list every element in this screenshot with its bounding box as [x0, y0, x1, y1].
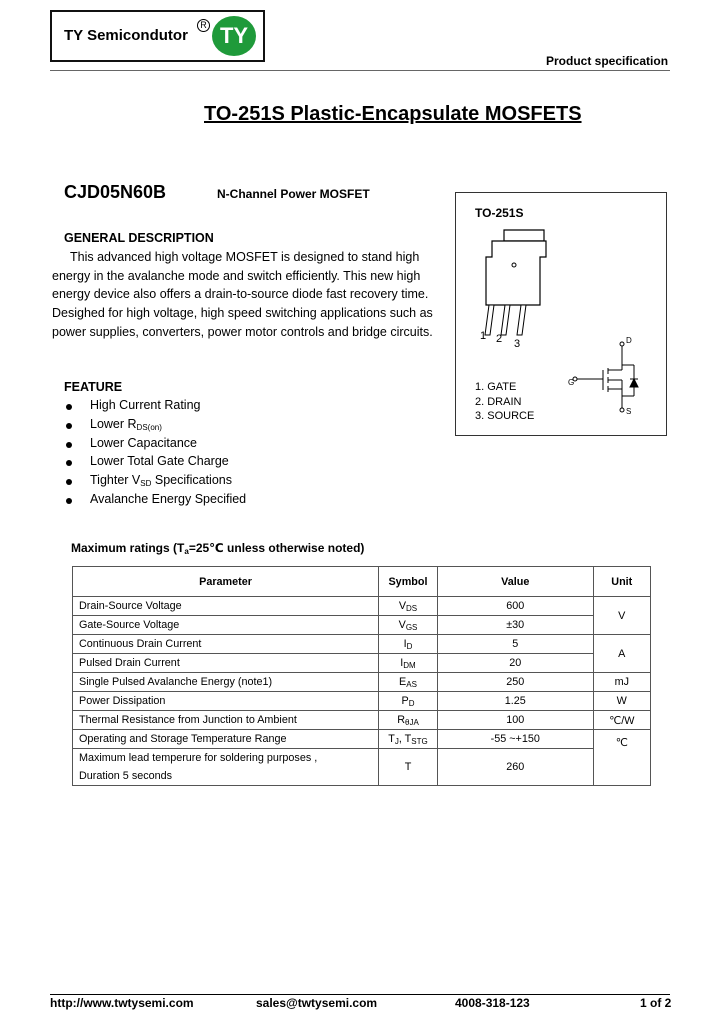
param-line-2: Duration 5 seconds: [79, 770, 173, 782]
unit-cell: A: [593, 635, 650, 673]
ratings-table: [72, 566, 651, 786]
header-parameter: Parameter: [73, 567, 379, 597]
package-title: TO-251S: [475, 206, 524, 220]
table-row: [73, 730, 651, 749]
feature-text: Tighter V: [90, 473, 141, 488]
table-row: [73, 635, 651, 654]
general-description-text: This advanced high voltage MOSFET is designed to stand high energy in the avalanche mode and switch efficiently. This new high energy device also offers a drain-to-source diode fast recovery time. Desighed for high voltage, high speed switching applications such as power supplies, converters, power motor controls and bridge circuits.: [52, 250, 433, 339]
symbol-cell: $R_{\theta JA}$: [379, 711, 438, 730]
header-value: Value: [437, 567, 593, 597]
bullet-icon: [66, 442, 72, 448]
value-cell: 600: [437, 597, 593, 616]
symbol-cell: $I_D$: [379, 635, 438, 654]
package-tab: [504, 230, 544, 241]
general-description-heading: GENERAL DESCRIPTION: [64, 231, 214, 245]
unit-cell: ℃/W: [593, 711, 650, 730]
footer-email[interactable]: sales@twtysemi.com: [256, 996, 378, 1010]
ratings-title-pre: Maximum ratings (T: [71, 541, 185, 555]
table-header-row: [73, 567, 651, 597]
table-row: [73, 654, 651, 673]
bullet-icon: [66, 498, 72, 504]
param-cell: Power Dissipation: [73, 692, 379, 711]
header-unit: Unit: [593, 567, 650, 597]
ratings-title-post: =25℃ unless otherwise noted): [188, 541, 365, 555]
symbol-cell: $P_D$: [379, 692, 438, 711]
footer-phone: 4008-318-123: [455, 996, 530, 1010]
symbol-cell: T: [379, 749, 438, 786]
lead-3: [517, 305, 526, 335]
param-line-1: Maximum lead temperure for soldering purposes ,: [79, 752, 318, 764]
pin-legend-drain: 2. DRAIN: [475, 395, 522, 408]
table-row: [73, 749, 651, 786]
feature-heading: FEATURE: [64, 380, 123, 394]
value-cell: ±30: [437, 616, 593, 635]
value-cell: -55 ~+150: [437, 730, 593, 749]
feature-text: Lower Total Gate Charge: [90, 454, 229, 469]
bullet-icon: [66, 479, 72, 485]
header-symbol: Symbol: [379, 567, 438, 597]
param-cell: Gate-Source Voltage: [73, 616, 379, 635]
unit-cell: V: [593, 597, 650, 635]
unit-cell: W: [593, 692, 650, 711]
symbol-cell: $V_{DS}$: [379, 597, 438, 616]
feature-subscript: SD: [140, 479, 152, 489]
param-cell: Operating and Storage Temperature Range: [73, 730, 379, 749]
lead-2: [501, 305, 510, 335]
symbol-cell: $I_{DM}$: [379, 654, 438, 673]
unit-cell: mJ: [593, 673, 650, 692]
footer-divider: [50, 994, 670, 995]
value-cell: 5: [437, 635, 593, 654]
table-row: [73, 616, 651, 635]
value-cell: 250: [437, 673, 593, 692]
unit-cell: ℃: [593, 730, 650, 786]
pin-number-2: 2: [496, 333, 503, 345]
param-cell: Drain-Source Voltage: [73, 597, 379, 616]
symbol-cell: $V_{GS}$: [379, 616, 438, 635]
footer-url[interactable]: http://www.twtysemi.com: [50, 996, 194, 1010]
pin-legend-source: 3. SOURCE: [475, 410, 535, 422]
feature-text: Avalanche Energy Specified: [90, 491, 247, 506]
pin-number-1: 1: [480, 330, 487, 342]
ratings-title: [71, 541, 364, 556]
pin-legend-gate: 1. GATE: [475, 381, 517, 393]
feature-text: Lower Capacitance: [90, 435, 198, 450]
ty-logo-mark: TY: [212, 16, 256, 56]
table-row: [73, 692, 651, 711]
source-label: S: [626, 407, 632, 416]
pin-number-3: 3: [514, 338, 521, 350]
company-logo: [50, 10, 265, 62]
registered-mark: R: [197, 19, 210, 32]
part-type: N-Channel Power MOSFET: [217, 187, 370, 201]
bullet-icon: [66, 460, 72, 466]
param-cell: Thermal Resistance from Junction to Ambient: [73, 711, 379, 730]
feature-text-after: Specifications: [151, 473, 232, 488]
drain-label: D: [626, 336, 632, 345]
package-body: [486, 241, 546, 305]
param-cell: Continuous Drain Current: [73, 635, 379, 654]
symbol-cell: $T_J$, $T_{STG}$: [379, 730, 438, 749]
mosfet-symbol-icon: [573, 342, 638, 412]
value-cell: 1.25: [437, 692, 593, 711]
table-row: [73, 673, 651, 692]
bullet-icon: [66, 404, 72, 410]
general-description: [52, 248, 437, 342]
document-title: TO-251S Plastic-Encapsulate MOSFETS: [204, 103, 582, 125]
doc-type-label: Product specification: [546, 54, 669, 68]
pin-legend: [475, 380, 534, 424]
table-row: [73, 597, 651, 616]
table-row: [73, 711, 651, 730]
symbol-cell: $E_{AS}$: [379, 673, 438, 692]
lead-1: [485, 305, 494, 335]
ratings-title-sub: a: [184, 547, 189, 556]
gate-label: G: [568, 378, 575, 387]
value-cell: 20: [437, 654, 593, 673]
feature-text: Lower R: [90, 416, 137, 431]
header-divider: [50, 70, 670, 71]
package-diagram-box: [455, 192, 667, 436]
value-cell: 100: [437, 711, 593, 730]
page-number: 1 of 2: [640, 996, 672, 1010]
param-cell: Pulsed Drain Current: [73, 654, 379, 673]
value-cell: 260: [437, 749, 593, 786]
company-name: TY Semicondutor: [64, 27, 188, 44]
part-number: CJD05N60B: [64, 182, 167, 202]
feature-text: High Current Rating: [90, 398, 201, 412]
param-cell: [73, 749, 379, 786]
feature-subscript: DS(on): [136, 422, 162, 432]
bullet-icon: [66, 423, 72, 429]
param-cell: Single Pulsed Avalanche Energy (note1): [73, 673, 379, 692]
